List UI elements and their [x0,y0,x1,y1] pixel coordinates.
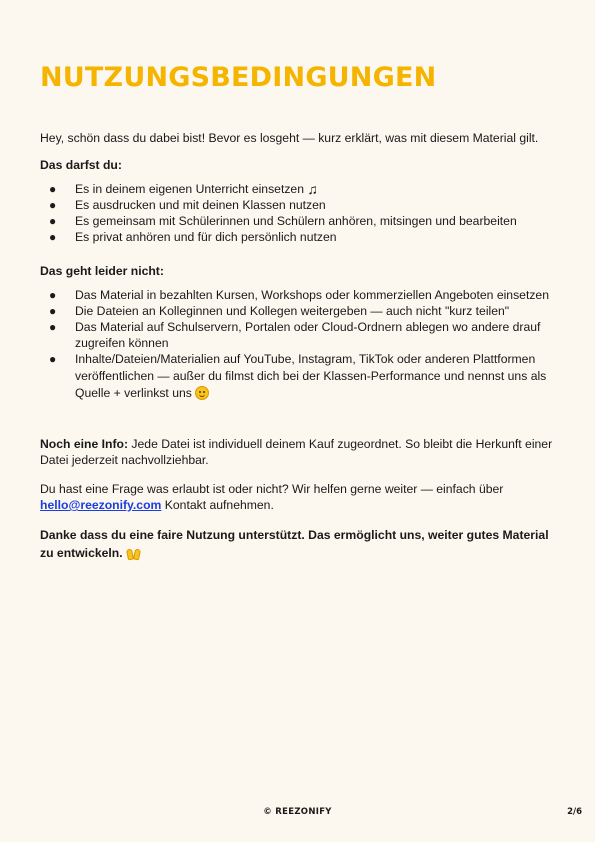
allowed-list [40,181,560,245]
list-item-text: Es gemeinsam mit Schülerinnen und Schülern anhören, mitsingen und bearbeiten [75,214,517,228]
email-link[interactable]: hello@reezonify.com [40,498,162,512]
list-item [49,213,560,229]
bullet-icon: ● [49,288,57,302]
list-item [49,351,560,402]
thanks-text: Danke dass du eine faire Nutzung unterstützt. Das ermöglicht uns, weiter gutes Material zu entwickeln. [40,528,549,560]
bullet-icon: ● [49,230,57,244]
raising-hands-icon [126,545,141,560]
contact-text-after: Kontakt aufnehmen. [161,498,274,512]
bullet-icon: ● [49,182,57,196]
list-item-text: Das Material auf Schulservern, Portalen oder Cloud-Ordnern ablegen wo andere drauf zugreifen können [75,320,541,350]
bullet-icon: ● [49,198,57,212]
bullet-icon: ● [49,320,57,334]
info-text: Jede Datei ist individuell deinem Kauf zugeordnet. So bleibt die Herkunft einer Datei jederzeit nachvollziehbar. [40,437,553,467]
list-item [49,287,560,303]
smiling-face-icon [195,386,209,400]
page-footer [0,807,595,821]
intro-text: Hey, schön dass du dabei bist! Bevor es losgeht — kurz erklärt, was mit diesem Material gilt. [40,131,539,145]
list-item-text: Die Dateien an Kolleginnen und Kollegen weitergeben — auch nicht "kurz teilen" [75,304,510,318]
contact-paragraph [40,481,560,513]
list-item-text: Es privat anhören und für dich persönlich nutzen [75,230,337,244]
not-allowed-heading: Das geht leider nicht: [40,264,164,278]
not-allowed-list [40,287,560,402]
list-item [49,229,560,245]
music-note-icon: ♫ [307,181,318,197]
list-item [49,181,560,197]
page-title: NUTZUNGSBEDINGUNGEN [40,62,437,93]
list-item [49,197,560,213]
list-item-text: Es ausdrucken und mit deinen Klassen nutzen [75,198,326,212]
list-item-text: Inhalte/Dateien/Materialien auf YouTube, Instagram, TikTok oder anderen Plattformen veröffentlichen — außer du filmst dich bei der Klassen-Performance und nennst uns als Quelle + verlinkst uns [75,352,547,400]
info-label: Noch eine Info: [40,437,129,451]
thanks-paragraph [40,526,560,562]
bullet-icon: ● [49,352,57,366]
bullet-icon: ● [49,304,57,318]
list-item-text: Das Material in bezahlten Kursen, Workshops oder kommerziellen Angeboten einsetzen [75,288,549,302]
bullet-icon: ● [49,214,57,228]
page-number: 2/6 [567,807,582,817]
terms-page [40,58,560,562]
contact-text-before: Du hast eine Frage was erlaubt ist oder nicht? Wir helfen gerne weiter — einfach über [40,482,504,496]
list-item [49,319,560,351]
list-item-text: Es in deinem eigenen Unterricht einsetzen [75,182,304,196]
footer-copyright: © REEZONIFY [263,807,332,817]
allowed-heading: Das darfst du: [40,158,122,172]
list-item [49,303,560,319]
info-paragraph [40,436,560,468]
